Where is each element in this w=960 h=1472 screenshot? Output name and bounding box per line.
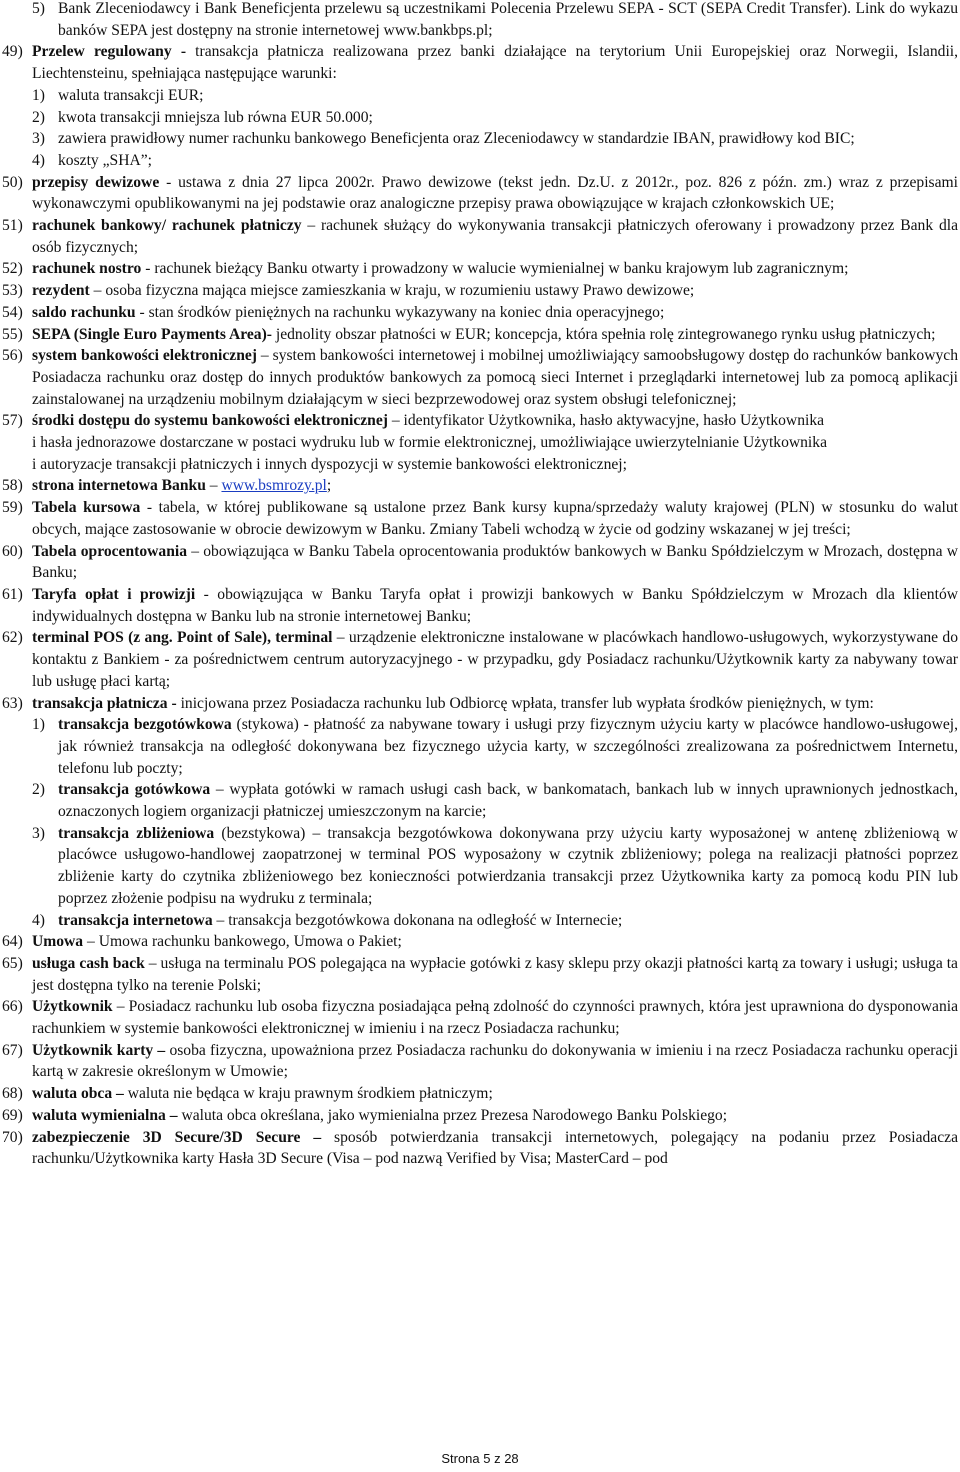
defined-term: zabezpieczenie 3D Secure/3D Secure –	[32, 1128, 322, 1146]
definition-dash: –	[205, 477, 222, 495]
defined-term: transakcja płatnicza -	[32, 694, 177, 712]
item-text	[32, 541, 958, 584]
definition-text: sposób potwierdzania transakcji internetowych, polegający na podaniu przez Posiadacza rachunku/Użytkownika karty Hasła 3D Secure (Visa – pod nazwą Verified by Visa; MasterCard – pod	[32, 1128, 958, 1168]
defined-term: Taryfa opłat i prowizji	[32, 585, 196, 603]
item-text	[32, 1105, 958, 1127]
item-text	[32, 41, 958, 84]
item-text	[32, 931, 958, 953]
definition-55	[2, 324, 958, 346]
item-number: 64)	[2, 933, 23, 951]
bank-website-link[interactable]: www.bsmrozy.pl	[221, 477, 327, 495]
definition-text: – identyfikator Użytkownika, hasło aktywacyjne, hasło Użytkownika	[387, 412, 825, 430]
item-number: 1)	[32, 716, 45, 734]
item-number: 1)	[32, 86, 45, 104]
definition-text: - obowiązująca w Banku Taryfa opłat i prowizji bankowych w Banku Spółdzielczym w Mrozach dla klientów indywidualnych dostępna w Banku lub na stronie internetowej Banku;	[32, 585, 958, 625]
item-number: 60)	[2, 542, 23, 560]
definitions-list	[2, 0, 958, 1170]
item-number: 51)	[2, 217, 23, 235]
item-number: 57)	[2, 412, 23, 430]
definition-text: jednolity obszar płatności w EUR; koncepcja, która spełnia rolę zintegrowanego rynku usług płatniczych;	[271, 325, 936, 343]
item-text	[32, 302, 958, 324]
defined-term: rachunek bankowy/ rachunek płatniczy	[32, 217, 302, 235]
definition-text: - ustawa z dnia 27 lipca 2002r. Prawo dewizowe (tekst jedn. Dz.U. z 2012r., poz. 826 z późn. zm.) wraz z przepisami wykonawczymi opublikowanymi na jej podstawie oraz analogiczne przepisy prawa obowiązujące w krajach członkowskich UE;	[32, 173, 959, 213]
item-text	[32, 1127, 958, 1170]
definition-59	[2, 497, 958, 540]
definition-tail: ;	[326, 477, 332, 495]
defined-term: waluta wymienialna –	[32, 1106, 178, 1124]
definition-text: – osoba fizyczna mająca miejsce zamieszkania w kraju, w rozumieniu ustawy Prawo dewizowe;	[89, 282, 695, 300]
definition-text: waluta obca określana, jako wymienialna przez Prezesa Narodowego Banku Polskiego;	[177, 1106, 728, 1124]
list-item	[2, 714, 958, 779]
definition-text: inicjowana przez Posiadacza rachunku lub Odbiorcę wpłata, transfer lub wypłata środków pieniężnych, w tym:	[176, 694, 874, 712]
definition-text: - stan środków pieniężnych na rachunku wykazywany na koniec dnia operacyjnego;	[135, 303, 665, 321]
definition-56	[2, 345, 958, 410]
defined-term: transakcja bezgotówkowa	[58, 716, 232, 734]
item-number: 4)	[32, 911, 45, 929]
definition-49	[2, 41, 958, 84]
item-number: 66)	[2, 998, 23, 1016]
definition-text: (stykowa) - płatność za nabywane towary i usługi przy fizycznym użyciu karty w placówce handlowo-usługowej, jak również transakcja na odległość dokonywana bez fizycznego użycia karty, w szczególności zrealizowana za pośrednictwem Internetu, telefonu lub poczty;	[58, 716, 958, 777]
defined-term: waluta obca –	[32, 1085, 124, 1103]
definition-text: – obowiązująca w Banku Tabela oprocentowania produktów bankowych w Banku Spółdzielczym w Mrozach, dostępna w Banku;	[32, 542, 958, 582]
item-number: 65)	[2, 954, 23, 972]
definition-text: – Umowa rachunku bankowego, Umowa o Pakiet;	[83, 933, 402, 951]
definition-60	[2, 541, 958, 584]
definition-50	[2, 172, 958, 215]
definition-54	[2, 302, 958, 324]
definition-67	[2, 1040, 958, 1083]
list-item	[2, 910, 958, 932]
list-item	[2, 0, 958, 41]
item-text: waluta transakcji EUR;	[58, 86, 204, 104]
defined-term: transakcja zbliżeniowa	[58, 824, 215, 842]
defined-term: SEPA (Single Euro Payments Area)-	[32, 325, 272, 343]
defined-term: system bankowości elektronicznej	[32, 347, 257, 365]
defined-term: Użytkownik karty –	[32, 1041, 166, 1059]
item-text	[32, 1040, 958, 1083]
list-item	[2, 107, 958, 129]
definition-65	[2, 953, 958, 996]
definition-61	[2, 584, 958, 627]
defined-term: rachunek nostro	[32, 260, 142, 278]
definition-62	[2, 627, 958, 692]
defined-term: Umowa	[32, 933, 84, 951]
item-text	[58, 779, 958, 822]
definition-text: – usługa na terminalu POS polegająca na wypłacie gotówki z kasy sklepu przy okazji płatności kartą za towary i usługi; usługa ta jest dostępna tylko na terenie Polski;	[32, 954, 958, 994]
list-item	[2, 85, 958, 107]
item-text: kwota transakcji mniejsza lub równa EUR 50.000;	[58, 108, 373, 126]
item-number: 61)	[2, 585, 23, 603]
definition-51	[2, 215, 958, 258]
defined-term: transakcja internetowa	[58, 911, 213, 929]
definition-text: – Posiadacz rachunku lub osoba fizyczna posiadająca pełną zdolność do czynności prawnych, która jest uprawniona do dysponowania rachunkiem w systemie bankowości elektronicznej w imieniu i na rzecz Posiadacza rachunku;	[32, 998, 958, 1038]
definition-63	[2, 693, 958, 715]
item-number: 2)	[32, 781, 45, 799]
item-text: zawiera prawidłowy numer rachunku bankowego Beneficjenta oraz Zleceniodawcy w standardzie IBAN, prawidłowy kod BIC;	[58, 130, 855, 148]
defined-term: Przelew regulowany -	[32, 43, 187, 61]
definition-continuation: i hasła jednorazowe dostarczane w postaci wydruku lub w formie elektronicznej, umożliwiające uwierzytelnianie Użytkownika	[32, 434, 827, 452]
definition-70	[2, 1127, 958, 1170]
defined-term: Tabela kursowa	[32, 499, 141, 517]
definition-text: – transakcja bezgotówkowa dokonana na odległość w Internecie;	[212, 911, 623, 929]
item-number: 3)	[32, 824, 45, 842]
item-text	[32, 584, 958, 627]
defined-term: transakcja gotówkowa	[58, 781, 211, 799]
list-item	[2, 128, 958, 150]
defined-term: Użytkownik	[32, 998, 113, 1016]
item-text	[32, 345, 958, 410]
item-number: 3)	[32, 130, 45, 148]
defined-term: saldo rachunku	[32, 303, 136, 321]
item-number: 49)	[2, 43, 23, 61]
definition-text: waluta nie będąca w kraju prawnym środkiem płatniczym;	[123, 1085, 493, 1103]
item-text	[32, 627, 958, 692]
definition-57	[2, 410, 958, 432]
item-number: 68)	[2, 1085, 23, 1103]
item-number: 67)	[2, 1041, 23, 1059]
item-number: 2)	[32, 108, 45, 126]
defined-term: terminal POS (z ang. Point of Sale), terminal	[32, 629, 333, 647]
item-text: koszty „SHA”;	[58, 151, 152, 169]
item-text	[58, 910, 958, 932]
item-text	[32, 693, 958, 715]
defined-term: Tabela oprocentowania	[32, 542, 187, 560]
defined-term: środki dostępu do systemu bankowości elektronicznej	[32, 412, 388, 430]
item-number: 52)	[2, 260, 23, 278]
item-text	[32, 324, 958, 346]
definition-text: (bezstykowa) – transakcja bezgotówkowa dokonywana przy użyciu karty wyposażonej w antenę zbliżeniową w placówce usługowo-handlowej zaopatrzonej w terminal POS wyposażony w czytnik zbliżeniowy; polega na realizacji płatności poprzez zbliżenie karty do czytnika zbliżeniowego bez konieczności potwierdzania transakcji przez Użytkownika karty za pomocą kodu PIN lub poprzez złożenie podpisu na wydruku z terminala;	[58, 824, 958, 907]
definition-53	[2, 280, 958, 302]
item-text	[58, 823, 958, 910]
definition-text: - tabela, w której publikowane są ustalone przez Bank kursy kupna/sprzedaży waluty krajowej (PLN) w stosunku do walut obcych, mające zastosowanie w obrocie dewizowym w Banku. Zmiany Tabeli wchodzą w życie od godziny wskazanej w jej treści;	[32, 499, 959, 538]
item-number: 50)	[2, 173, 23, 191]
list-item	[2, 150, 958, 172]
item-text	[32, 953, 958, 996]
item-number: 62)	[2, 629, 23, 647]
item-text	[32, 258, 958, 280]
item-number: 63)	[2, 694, 23, 712]
defined-term: przepisy dewizowe	[32, 173, 160, 191]
item-text	[32, 996, 958, 1039]
defined-term: usługa cash back	[32, 954, 145, 972]
definition-69	[2, 1105, 958, 1127]
item-text	[32, 475, 958, 497]
item-text	[32, 497, 958, 540]
defined-term: strona internetowa Banku	[32, 477, 206, 495]
definition-58	[2, 475, 958, 497]
item-number: 59)	[2, 499, 23, 517]
item-text	[32, 1083, 958, 1105]
item-text	[32, 280, 958, 302]
defined-term: rezydent	[32, 282, 90, 300]
definition-66	[2, 996, 958, 1039]
definition-continuation: i autoryzacje transakcji płatniczych i innych dyspozycji w systemie bankowości elektronicznej;	[32, 455, 627, 473]
item-text: Bank Zleceniodawcy i Bank Beneficjenta przelewu są uczestnikami Polecenia Przelewu SEPA - SCT (SEPA Credit Transfer). Link do wykazu banków SEPA jest dostępny na stronie internetowej www.bankbps.pl;	[58, 0, 958, 39]
item-number: 70)	[2, 1128, 23, 1146]
item-text	[32, 215, 958, 258]
definition-text: - rachunek bieżący Banku otwarty i prowadzony w walucie wymienialnej w banku krajowym lub zagranicznym;	[141, 260, 849, 278]
definition-text: transakcja płatnicza realizowana przez banki działające na terytorium Unii Europejskiej oraz Norwegii, Islandii, Liechtensteinu, spełniająca następujące warunki:	[32, 43, 959, 83]
definition-text: – wypłata gotówki w ramach usługi cash back, w bankomatach, bankach lub w innych uprawnionych jednostkach, oznaczonych logiem organizacji płatniczej umieszczonym na karcie;	[58, 781, 958, 821]
item-number: 69)	[2, 1106, 23, 1124]
definition-text: – rachunek służący do wykonywania transakcji płatniczych oferowany i prowadzony przez Bank dla osób fizycznych;	[32, 217, 958, 256]
definition-68	[2, 1083, 958, 1105]
item-number: 56)	[2, 347, 23, 365]
item-number: 53)	[2, 282, 23, 300]
definition-text: – urządzenie elektroniczne instalowane w placówkach handlowo-usługowych, wykorzystywane do kontaktu z Bankiem - za pośrednictwem centrum autoryzacyjnego - w przypadku, gdy Posiadacz rachunku/Użytkownik karty za nabywany towar lub usługę płaci kartą;	[32, 629, 958, 690]
definition-64	[2, 931, 958, 953]
item-number: 55)	[2, 325, 23, 343]
page-number: Strona 5 z 28	[441, 1451, 519, 1466]
item-text	[32, 410, 958, 432]
definition-text: osoba fizyczna, upoważniona przez Posiadacza rachunku do dokonywania w imieniu i na rzecz Posiadacza rachunku operacji kartą w zakresie określonym w Umowie;	[32, 1041, 959, 1081]
item-number: 58)	[2, 477, 23, 495]
list-item	[2, 823, 958, 910]
definition-text: – system bankowości internetowej i mobilnej umożliwiający samoobsługowy dostęp do rachunków bankowych Posiadacza rachunku oraz dostęp do innych produktów bankowych za pomocą sieci Internet i przeglądarki internetowej lub za pomocą aplikacji zainstalowanej na urządzeniu mobilnym działającym w sieci bezprzewodowej oraz system obsługi telefonicznej;	[32, 347, 958, 408]
definition-52	[2, 258, 958, 280]
item-text	[32, 172, 958, 215]
item-number: 4)	[32, 151, 45, 169]
item-text	[58, 714, 958, 779]
item-number: 5)	[32, 0, 45, 17]
list-item	[2, 779, 958, 822]
item-number: 54)	[2, 303, 23, 321]
